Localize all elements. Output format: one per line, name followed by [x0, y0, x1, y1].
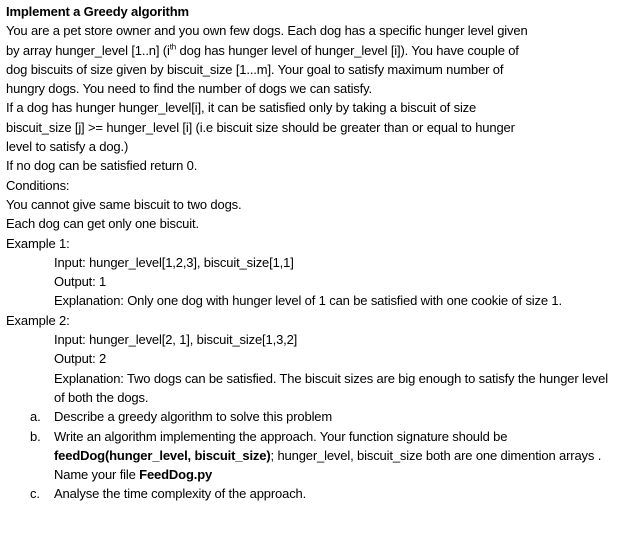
intro-line: If no dog can be satisfied return 0. — [6, 158, 198, 174]
example-2-explanation: Explanation: Two dogs can be satisfied. The biscuit sizes are big enough to satisfy the hunger level of both the dogs. — [54, 370, 608, 405]
intro-text: by array hunger_level [1..n] (i — [6, 42, 170, 58]
example-1-explanation: Explanation: Only one dog with hunger level of 1 can be satisfied with one cookie of size 1. — [54, 293, 562, 309]
task-a-marker: a. — [30, 409, 41, 425]
intro-line: hungry dogs. You need to find the number of dogs we can satisfy. — [6, 81, 372, 97]
intro-line — [6, 41, 618, 60]
task-a — [6, 407, 618, 426]
document — [6, 2, 618, 504]
task-b-text: Write an algorithm implementing the approach. Your function signature should be — [54, 428, 508, 444]
conditions-heading: Conditions: — [6, 177, 70, 193]
example-2-heading: Example 2: — [6, 312, 70, 328]
example-1-output: Output: 1 — [54, 274, 107, 290]
example-2-output: Output: 2 — [54, 351, 107, 367]
task-c — [6, 484, 618, 503]
example-1-heading: Example 1: — [6, 235, 70, 251]
task-b-marker: b. — [30, 428, 41, 444]
document-title: Implement a Greedy algorithm — [6, 4, 189, 19]
intro-text: dog has hunger level of hunger_level [i]). You have couple of — [176, 42, 519, 58]
condition-item: You cannot give same biscuit to two dogs. — [6, 196, 242, 212]
task-b-text: ; hunger_level, biscuit_size both are one dimention arrays . Name your file — [54, 447, 602, 483]
ordinal-superscript: th — [169, 42, 177, 52]
task-a-text: Describe a greedy algorithm to solve this problem — [54, 409, 333, 425]
condition-item: Each dog can get only one biscuit. — [6, 216, 199, 232]
example-1-input: Input: hunger_level[1,2,3], biscuit_size[1,1] — [54, 254, 294, 270]
file-name: FeedDog.py — [139, 467, 213, 483]
intro-line: If a dog has hunger hunger_level[i], it can be satisfied only by taking a biscuit of size — [6, 100, 477, 116]
task-c-text: Analyse the time complexity of the approach. — [54, 486, 307, 502]
intro-line: biscuit_size [j] >= hunger_level [i] (i.e biscuit size should be greater than or equal to hunger — [6, 119, 515, 135]
task-b — [6, 427, 618, 485]
function-signature: feedDog(hunger_level, biscuit_size) — [54, 447, 271, 463]
intro-line: level to satisfy a dog.) — [6, 139, 129, 155]
task-c-marker: c. — [30, 486, 40, 502]
intro-line: dog biscuits of size given by biscuit_size [1...m]. Your goal to satisfy maximum number of — [6, 61, 504, 77]
example-2-input: Input: hunger_level[2, 1], biscuit_size[1,3,2] — [54, 332, 298, 348]
intro-line: You are a pet store owner and you own few dogs. Each dog has a specific hunger level given — [6, 23, 528, 39]
